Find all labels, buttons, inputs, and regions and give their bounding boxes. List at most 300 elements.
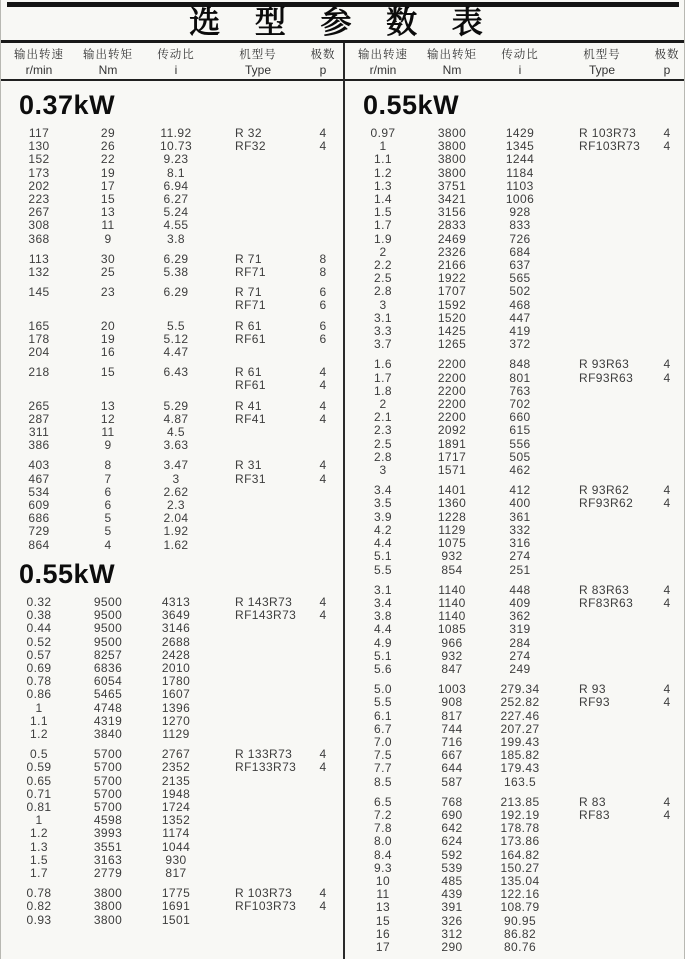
cell-model-type [557, 167, 647, 180]
cell-poles: 4 [663, 370, 671, 385]
cell-output-speed: 117 [28, 126, 50, 140]
table-row [345, 637, 684, 650]
cell-transmission-ratio: 372 [509, 337, 531, 352]
col-unit: Nm [442, 63, 462, 77]
cell-transmission-ratio: 702 [509, 397, 531, 412]
cell-output-torque: 22 [100, 152, 116, 167]
cell-transmission-ratio: 1270 [161, 713, 191, 728]
cell-model-type [557, 385, 647, 398]
cell-output-torque: 644 [441, 761, 463, 776]
cell-model-type [557, 888, 647, 901]
cell-output-torque: 1003 [437, 682, 467, 697]
cell-output-speed: 0.78 [26, 886, 52, 901]
cell-output-torque: 1228 [437, 509, 467, 524]
table-row [1, 841, 343, 854]
col-label: 输出转矩 [83, 49, 133, 61]
table-row [1, 914, 343, 927]
col-label: 输出转速 [14, 49, 64, 61]
cell-transmission-ratio: 2767 [161, 747, 191, 762]
cell-model-type: R 133R73 [235, 747, 293, 762]
cell-model-type: R 143R73 [235, 594, 293, 609]
cell-output-speed: 4.4 [374, 536, 392, 551]
cell-transmission-ratio: 185.82 [500, 748, 540, 763]
cell-model-type [557, 610, 647, 623]
cell-poles [647, 511, 685, 524]
cell-transmission-ratio: 2.3 [167, 498, 185, 513]
cell-transmission-ratio: 2352 [161, 760, 191, 775]
model-row-group [345, 584, 684, 676]
cell-transmission-ratio: 5.12 [163, 331, 189, 346]
cell-poles [303, 525, 343, 538]
model-row-group [345, 796, 684, 954]
cell-output-torque: 6 [104, 498, 112, 513]
cell-model-type [557, 424, 647, 437]
cell-poles: 4 [663, 126, 671, 140]
col-label: 传动比 [157, 49, 195, 61]
cell-model-type: R 103R73 [579, 126, 637, 140]
cell-output-speed: 218 [28, 365, 50, 380]
cell-transmission-ratio: 199.43 [500, 734, 540, 749]
table-row [345, 464, 684, 477]
cell-output-speed: 2 [379, 397, 387, 412]
cell-transmission-ratio: 1.92 [163, 524, 189, 539]
cell-transmission-ratio: 505 [509, 449, 531, 464]
cell-output-torque: 3800 [437, 152, 467, 167]
cell-output-speed: 1.5 [374, 205, 392, 220]
cell-output-torque: 5700 [93, 760, 123, 775]
cell-output-torque: 592 [441, 847, 463, 862]
cell-transmission-ratio: 684 [509, 244, 531, 259]
cell-output-speed: 1.4 [374, 192, 392, 207]
cell-output-torque: 1891 [437, 436, 467, 451]
cell-poles [647, 411, 685, 424]
cell-output-torque: 15 [100, 365, 116, 380]
cell-poles [647, 849, 685, 862]
cell-output-torque: 3800 [437, 126, 467, 140]
cell-transmission-ratio: 192.19 [500, 807, 540, 822]
cell-poles [303, 801, 343, 814]
cell-model-type [557, 411, 647, 424]
cell-model-type [213, 219, 303, 232]
cell-transmission-ratio: 419 [509, 324, 531, 339]
cell-output-speed: 0.59 [26, 760, 52, 775]
cell-poles: 8 [319, 251, 327, 266]
cell-poles: 4 [319, 471, 327, 486]
cell-poles [647, 259, 685, 272]
cell-transmission-ratio: 362 [509, 609, 531, 624]
cell-poles [303, 728, 343, 741]
cell-output-torque: 290 [441, 939, 463, 954]
cell-transmission-ratio: 1103 [506, 178, 534, 193]
cell-output-torque: 817 [441, 708, 463, 723]
cell-transmission-ratio: 274 [509, 648, 531, 663]
cell-output-speed: 8.5 [374, 774, 392, 789]
cell-model-type: R 93R62 [579, 483, 630, 498]
cell-output-torque: 25 [100, 265, 116, 280]
column-header-row [1, 43, 343, 79]
cell-model-type: RF93R63 [579, 370, 634, 385]
cell-output-torque: 768 [441, 794, 463, 809]
cell-poles [303, 636, 343, 649]
cell-output-speed: 11 [376, 887, 390, 902]
cell-transmission-ratio: 637 [509, 258, 531, 273]
table-row [1, 867, 343, 880]
table-row [345, 928, 684, 941]
model-row-group [1, 596, 343, 741]
cell-output-torque: 13 [100, 205, 116, 220]
cell-poles: 4 [319, 760, 327, 775]
table-row [345, 723, 684, 736]
cell-transmission-ratio: 11.92 [160, 126, 192, 140]
cell-transmission-ratio: 4.47 [163, 345, 189, 360]
col-header-poles [303, 48, 343, 79]
cell-output-torque: 2200 [437, 397, 467, 412]
cell-transmission-ratio: 462 [509, 463, 531, 478]
cell-model-type [213, 499, 303, 512]
cell-model-type [213, 525, 303, 538]
cell-transmission-ratio: 1006 [505, 192, 535, 207]
cell-output-speed: 3.3 [374, 324, 392, 339]
cell-output-torque: 5700 [93, 747, 123, 762]
col-unit: p [319, 63, 327, 77]
cell-model-type [557, 901, 647, 914]
cell-model-type [557, 749, 647, 762]
cell-poles [647, 901, 685, 914]
cell-poles [303, 233, 343, 246]
cell-output-speed: 15 [375, 913, 391, 928]
model-row-group [1, 459, 343, 551]
table-row [345, 776, 684, 789]
cell-output-speed: 6.1 [374, 708, 392, 723]
cell-poles [647, 153, 685, 166]
cell-transmission-ratio: 1501 [161, 912, 191, 927]
cell-transmission-ratio: 178.78 [500, 821, 540, 836]
cell-output-torque: 1520 [437, 310, 467, 325]
table-row [345, 153, 684, 166]
cell-poles [647, 180, 685, 193]
cell-transmission-ratio: 2428 [161, 647, 191, 662]
cell-poles: 4 [319, 899, 327, 914]
cell-transmission-ratio: 4313 [161, 594, 191, 609]
cell-output-torque: 6 [104, 484, 112, 499]
cell-transmission-ratio: 249 [509, 661, 531, 676]
model-row-group [1, 887, 343, 927]
cell-output-speed: 0.57 [26, 647, 52, 662]
cell-transmission-ratio: 1780 [161, 674, 191, 689]
cell-model-type: R 31 [235, 458, 262, 473]
cell-poles: 6 [319, 298, 327, 313]
cell-output-speed: 9.3 [374, 860, 392, 875]
cell-output-torque: 29 [100, 126, 116, 140]
cell-output-speed: 287 [28, 411, 50, 426]
cell-output-torque: 690 [441, 807, 463, 822]
cell-output-speed: 8.0 [374, 834, 392, 849]
cell-output-torque: 1140 [438, 595, 466, 610]
cell-transmission-ratio: 565 [509, 271, 531, 286]
cell-transmission-ratio: 615 [509, 423, 531, 438]
cell-output-speed: 5.1 [374, 648, 392, 663]
table-row [345, 915, 684, 928]
cell-output-torque: 2779 [93, 865, 123, 880]
cell-transmission-ratio: 502 [509, 284, 531, 299]
cell-transmission-ratio: 319 [509, 622, 531, 637]
cell-output-torque: 1360 [437, 496, 467, 511]
cell-output-speed: 265 [28, 398, 50, 413]
cell-model-type [557, 650, 647, 663]
cell-output-speed: 308 [28, 218, 50, 233]
table-row [1, 346, 343, 359]
cell-model-type [213, 622, 303, 635]
table-row [1, 728, 343, 741]
cell-poles [647, 524, 685, 537]
cell-output-torque: 1085 [437, 622, 467, 637]
cell-model-type: RF32 [235, 139, 266, 154]
cell-model-type [213, 346, 303, 359]
cell-model-type [557, 849, 647, 862]
cell-model-type: R 71 [235, 285, 262, 300]
power-section-heading: 0.37kW [19, 90, 116, 120]
col-header-poles [647, 48, 685, 79]
cell-output-torque: 966 [441, 635, 463, 650]
cell-output-speed: 152 [28, 152, 50, 167]
model-row-group [345, 127, 684, 351]
cell-transmission-ratio: 409 [509, 595, 531, 610]
cell-poles [303, 486, 343, 499]
cell-poles [647, 564, 685, 577]
cell-transmission-ratio: 400 [509, 496, 531, 511]
cell-output-speed: 0.97 [370, 126, 396, 140]
cell-output-speed: 2.8 [374, 284, 392, 299]
cell-output-speed: 311 [28, 425, 50, 440]
cell-transmission-ratio: 227.46 [500, 708, 540, 723]
cell-transmission-ratio: 252.82 [500, 695, 540, 710]
cell-output-torque: 11 [101, 218, 115, 233]
cell-output-torque: 312 [441, 926, 463, 941]
cell-model-type: RF41 [235, 411, 266, 426]
cell-model-type [213, 854, 303, 867]
cell-output-speed: 5.5 [374, 562, 392, 577]
cell-poles [647, 206, 685, 219]
cell-output-torque: 15 [100, 192, 116, 207]
cell-output-speed: 1.7 [30, 865, 48, 880]
cell-output-torque: 2469 [437, 231, 467, 246]
cell-output-speed: 1 [379, 139, 387, 154]
cell-poles [303, 841, 343, 854]
cell-output-torque: 2200 [437, 370, 467, 385]
cell-model-type: R 61 [235, 365, 262, 380]
cell-poles [647, 762, 685, 775]
cell-output-torque: 485 [441, 873, 463, 888]
cell-output-speed: 864 [28, 537, 50, 552]
cell-output-torque: 1075 [437, 536, 467, 551]
cell-model-type [213, 426, 303, 439]
cell-output-speed: 132 [28, 265, 50, 280]
cell-poles [303, 219, 343, 232]
cell-output-speed: 10 [375, 873, 391, 888]
cell-output-torque: 8 [104, 458, 112, 473]
cell-model-type: RF31 [235, 471, 266, 486]
cell-poles: 6 [319, 318, 327, 333]
cell-output-torque: 3800 [437, 165, 467, 180]
cell-model-type [557, 338, 647, 351]
cell-output-speed: 1.9 [374, 231, 392, 246]
cell-output-speed: 1.1 [374, 152, 392, 167]
table-row [1, 900, 343, 913]
cell-output-torque: 3800 [93, 886, 123, 901]
cell-poles [647, 610, 685, 623]
cell-model-type: R 83R63 [579, 582, 630, 597]
cell-output-speed: 2.8 [374, 449, 392, 464]
cell-model-type [213, 167, 303, 180]
cell-output-torque: 624 [441, 834, 463, 849]
cell-poles [303, 426, 343, 439]
cell-transmission-ratio: 284 [509, 635, 531, 650]
cell-output-speed: 7.2 [374, 807, 392, 822]
cell-output-speed: 1.2 [374, 165, 392, 180]
cell-transmission-ratio: 1184 [506, 165, 534, 180]
cell-model-type [213, 180, 303, 193]
cell-output-speed: 4.4 [374, 622, 392, 637]
cell-model-type [213, 914, 303, 927]
cell-output-torque: 3751 [437, 178, 467, 193]
cell-output-torque: 587 [441, 774, 463, 789]
cell-output-torque: 854 [441, 562, 463, 577]
cell-transmission-ratio: 3649 [161, 608, 191, 623]
cell-output-speed: 3.7 [374, 337, 392, 352]
cell-transmission-ratio: 1724 [161, 799, 191, 814]
cell-poles [647, 451, 685, 464]
cell-model-type: RF143R73 [235, 608, 297, 623]
cell-output-torque: 9500 [93, 634, 123, 649]
cell-poles [647, 915, 685, 928]
cell-output-torque: 7 [104, 471, 112, 486]
cell-model-type [557, 637, 647, 650]
cell-output-speed: 0.52 [26, 634, 52, 649]
cell-model-type [557, 246, 647, 259]
cell-model-type [557, 312, 647, 325]
cell-model-type [557, 862, 647, 875]
cell-model-type: RF93R62 [579, 496, 634, 511]
cell-transmission-ratio: 448 [509, 582, 531, 597]
cell-output-torque: 1140 [438, 609, 466, 624]
model-row-group [1, 366, 343, 392]
col-label: 传动比 [501, 49, 539, 61]
cell-output-torque: 391 [441, 900, 463, 915]
cell-poles [303, 675, 343, 688]
model-row-group [345, 358, 684, 477]
col-label: 极数 [310, 49, 336, 61]
cell-model-type [557, 299, 647, 312]
cell-output-speed [1, 299, 77, 312]
cell-output-torque: 19 [100, 331, 116, 346]
cell-output-torque: 1265 [437, 337, 467, 352]
cell-output-torque: 13 [100, 398, 116, 413]
cell-transmission-ratio: 2688 [161, 634, 191, 649]
table-row [1, 233, 343, 246]
table-row [1, 854, 343, 867]
cell-model-type [213, 439, 303, 452]
cell-output-speed: 6.5 [374, 794, 392, 809]
cell-output-speed: 1.5 [30, 852, 48, 867]
cell-transmission-ratio: 3146 [161, 621, 191, 636]
cell-output-torque: 3800 [437, 139, 467, 154]
column-header-row [345, 43, 684, 79]
cell-output-torque: 9500 [93, 621, 123, 636]
cell-model-type [557, 438, 647, 451]
cell-model-type [557, 398, 647, 411]
cell-transmission-ratio: 316 [509, 536, 531, 551]
cell-output-torque: 9500 [93, 608, 123, 623]
cell-transmission-ratio: 412 [509, 483, 531, 498]
cell-poles [647, 193, 685, 206]
table-row [345, 219, 684, 232]
cell-output-speed: 8.4 [374, 847, 392, 862]
cell-output-speed: 5.6 [374, 661, 392, 676]
cell-model-type [557, 206, 647, 219]
cell-output-speed: 534 [28, 484, 50, 499]
cell-transmission-ratio: 1174 [162, 826, 190, 841]
cell-output-speed: 5.5 [374, 695, 392, 710]
cell-model-type [557, 915, 647, 928]
cell-transmission-ratio: 6.43 [163, 365, 189, 380]
cell-output-torque: 1425 [437, 324, 467, 339]
cell-output-torque: 2092 [437, 423, 467, 438]
cell-poles: 4 [663, 139, 671, 154]
cell-model-type [213, 801, 303, 814]
cell-poles [647, 749, 685, 762]
cell-output-speed: 0.69 [26, 660, 52, 675]
cell-output-speed: 0.81 [26, 799, 52, 814]
cell-model-type [557, 776, 647, 789]
cell-model-type [557, 710, 647, 723]
cell-model-type [557, 928, 647, 941]
cell-transmission-ratio: 3 [172, 471, 180, 486]
cell-transmission-ratio: 207.27 [500, 721, 540, 736]
right-half-table [343, 43, 684, 959]
cell-poles: 4 [663, 357, 671, 372]
col-header-output-torque [77, 48, 139, 79]
table-row [345, 358, 684, 371]
table-row [345, 849, 684, 862]
table-row [1, 775, 343, 788]
cell-output-speed: 1.6 [374, 357, 392, 372]
table-row [1, 320, 343, 333]
cell-transmission-ratio: 930 [165, 852, 187, 867]
col-header-output-torque [421, 48, 483, 79]
cell-model-type [557, 180, 647, 193]
cell-output-torque: 6054 [93, 674, 123, 689]
table-row [1, 649, 343, 662]
col-header-ratio [483, 48, 557, 79]
cell-output-torque: 1717 [437, 449, 467, 464]
table-row [1, 286, 343, 299]
cell-output-torque: 3800 [93, 912, 123, 927]
page-title: 选 型 参 数 表 [189, 5, 496, 40]
cell-model-type [557, 233, 647, 246]
cell-model-type [557, 875, 647, 888]
cell-transmission-ratio: 1607 [161, 687, 191, 702]
cell-output-torque: 30 [100, 251, 116, 266]
cell-poles [303, 827, 343, 840]
cell-model-type [557, 451, 647, 464]
cell-model-type [213, 486, 303, 499]
cell-output-speed: 3.8 [374, 609, 392, 624]
cell-model-type [557, 193, 647, 206]
cell-poles [647, 325, 685, 338]
col-unit: r/min [369, 63, 397, 77]
cell-transmission-ratio: 332 [509, 522, 531, 537]
cell-output-speed: 0.82 [26, 899, 52, 914]
